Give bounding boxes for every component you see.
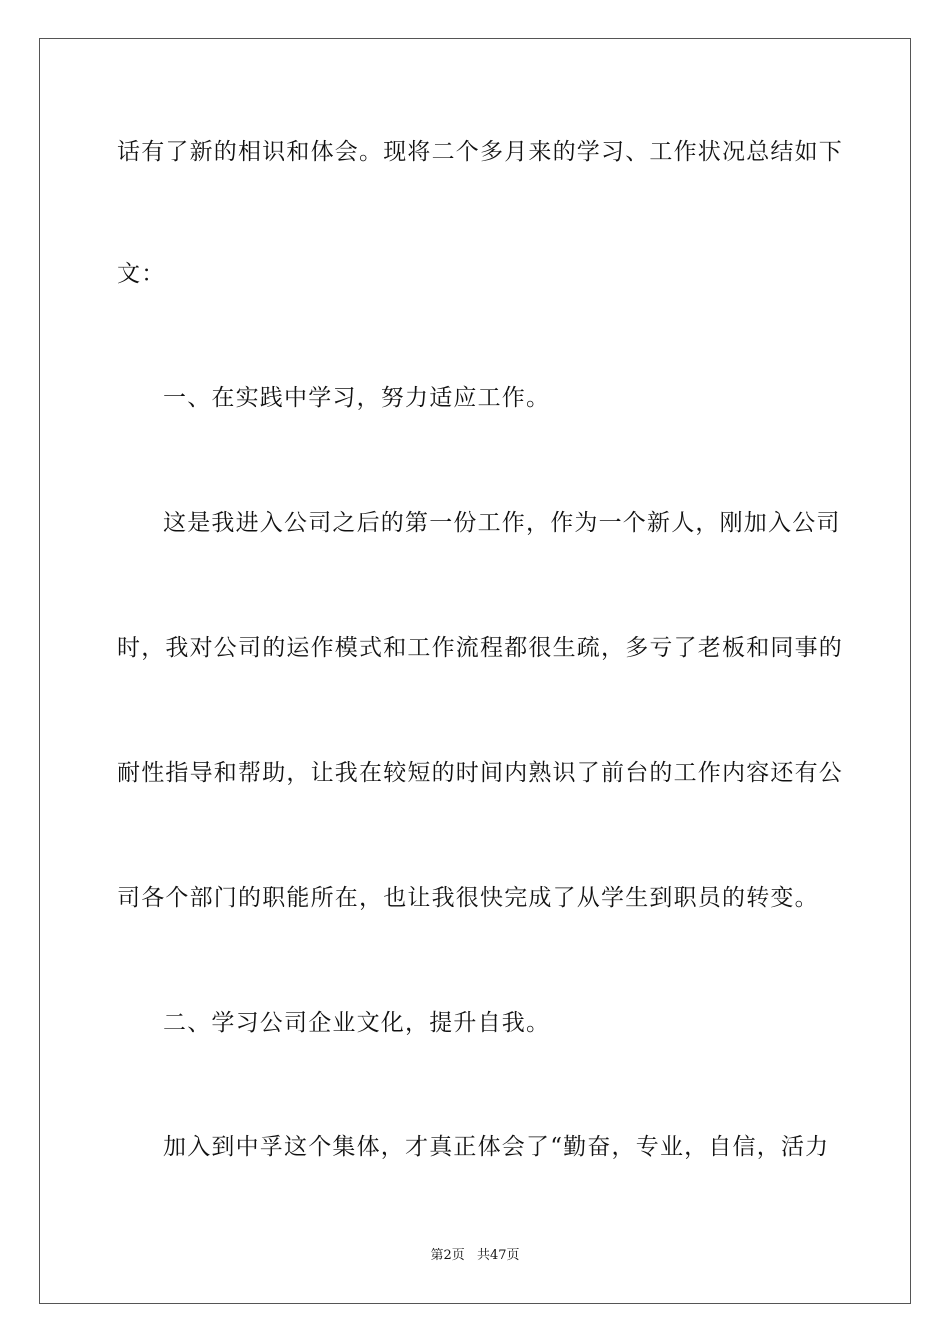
section-heading: 一、在实践中学习，努力适应工作。: [163, 385, 551, 411]
page-total: 共47页: [476, 1248, 520, 1263]
section-heading: 二、学习公司企业文化，提升自我。: [163, 1010, 551, 1036]
body-text-line: 文：: [117, 261, 166, 287]
body-text-line: 时，我对公司的运作模式和工作流程都很生疏，多亏了老板和同事的: [117, 635, 843, 661]
body-text-line: 话有了新的相识和体会。现将二个多月来的学习、工作状况总结如下: [117, 139, 843, 165]
body-text-line: 这是我进入公司之后的第一份工作，作为一个新人，刚加入公司: [163, 510, 841, 536]
page-border: [39, 38, 911, 1304]
page-number: 第2页: [430, 1248, 465, 1263]
page-footer: [0, 1247, 950, 1265]
body-text-line: 耐性指导和帮助，让我在较短的时间内熟识了前台的工作内容还有公: [117, 760, 843, 786]
body-text-line: 加入到中孚这个集体，才真正体会了“勤奋，专业，自信，活力: [163, 1134, 830, 1160]
body-text-line: 司各个部门的职能所在，也让我很快完成了从学生到职员的转变。: [117, 885, 819, 911]
